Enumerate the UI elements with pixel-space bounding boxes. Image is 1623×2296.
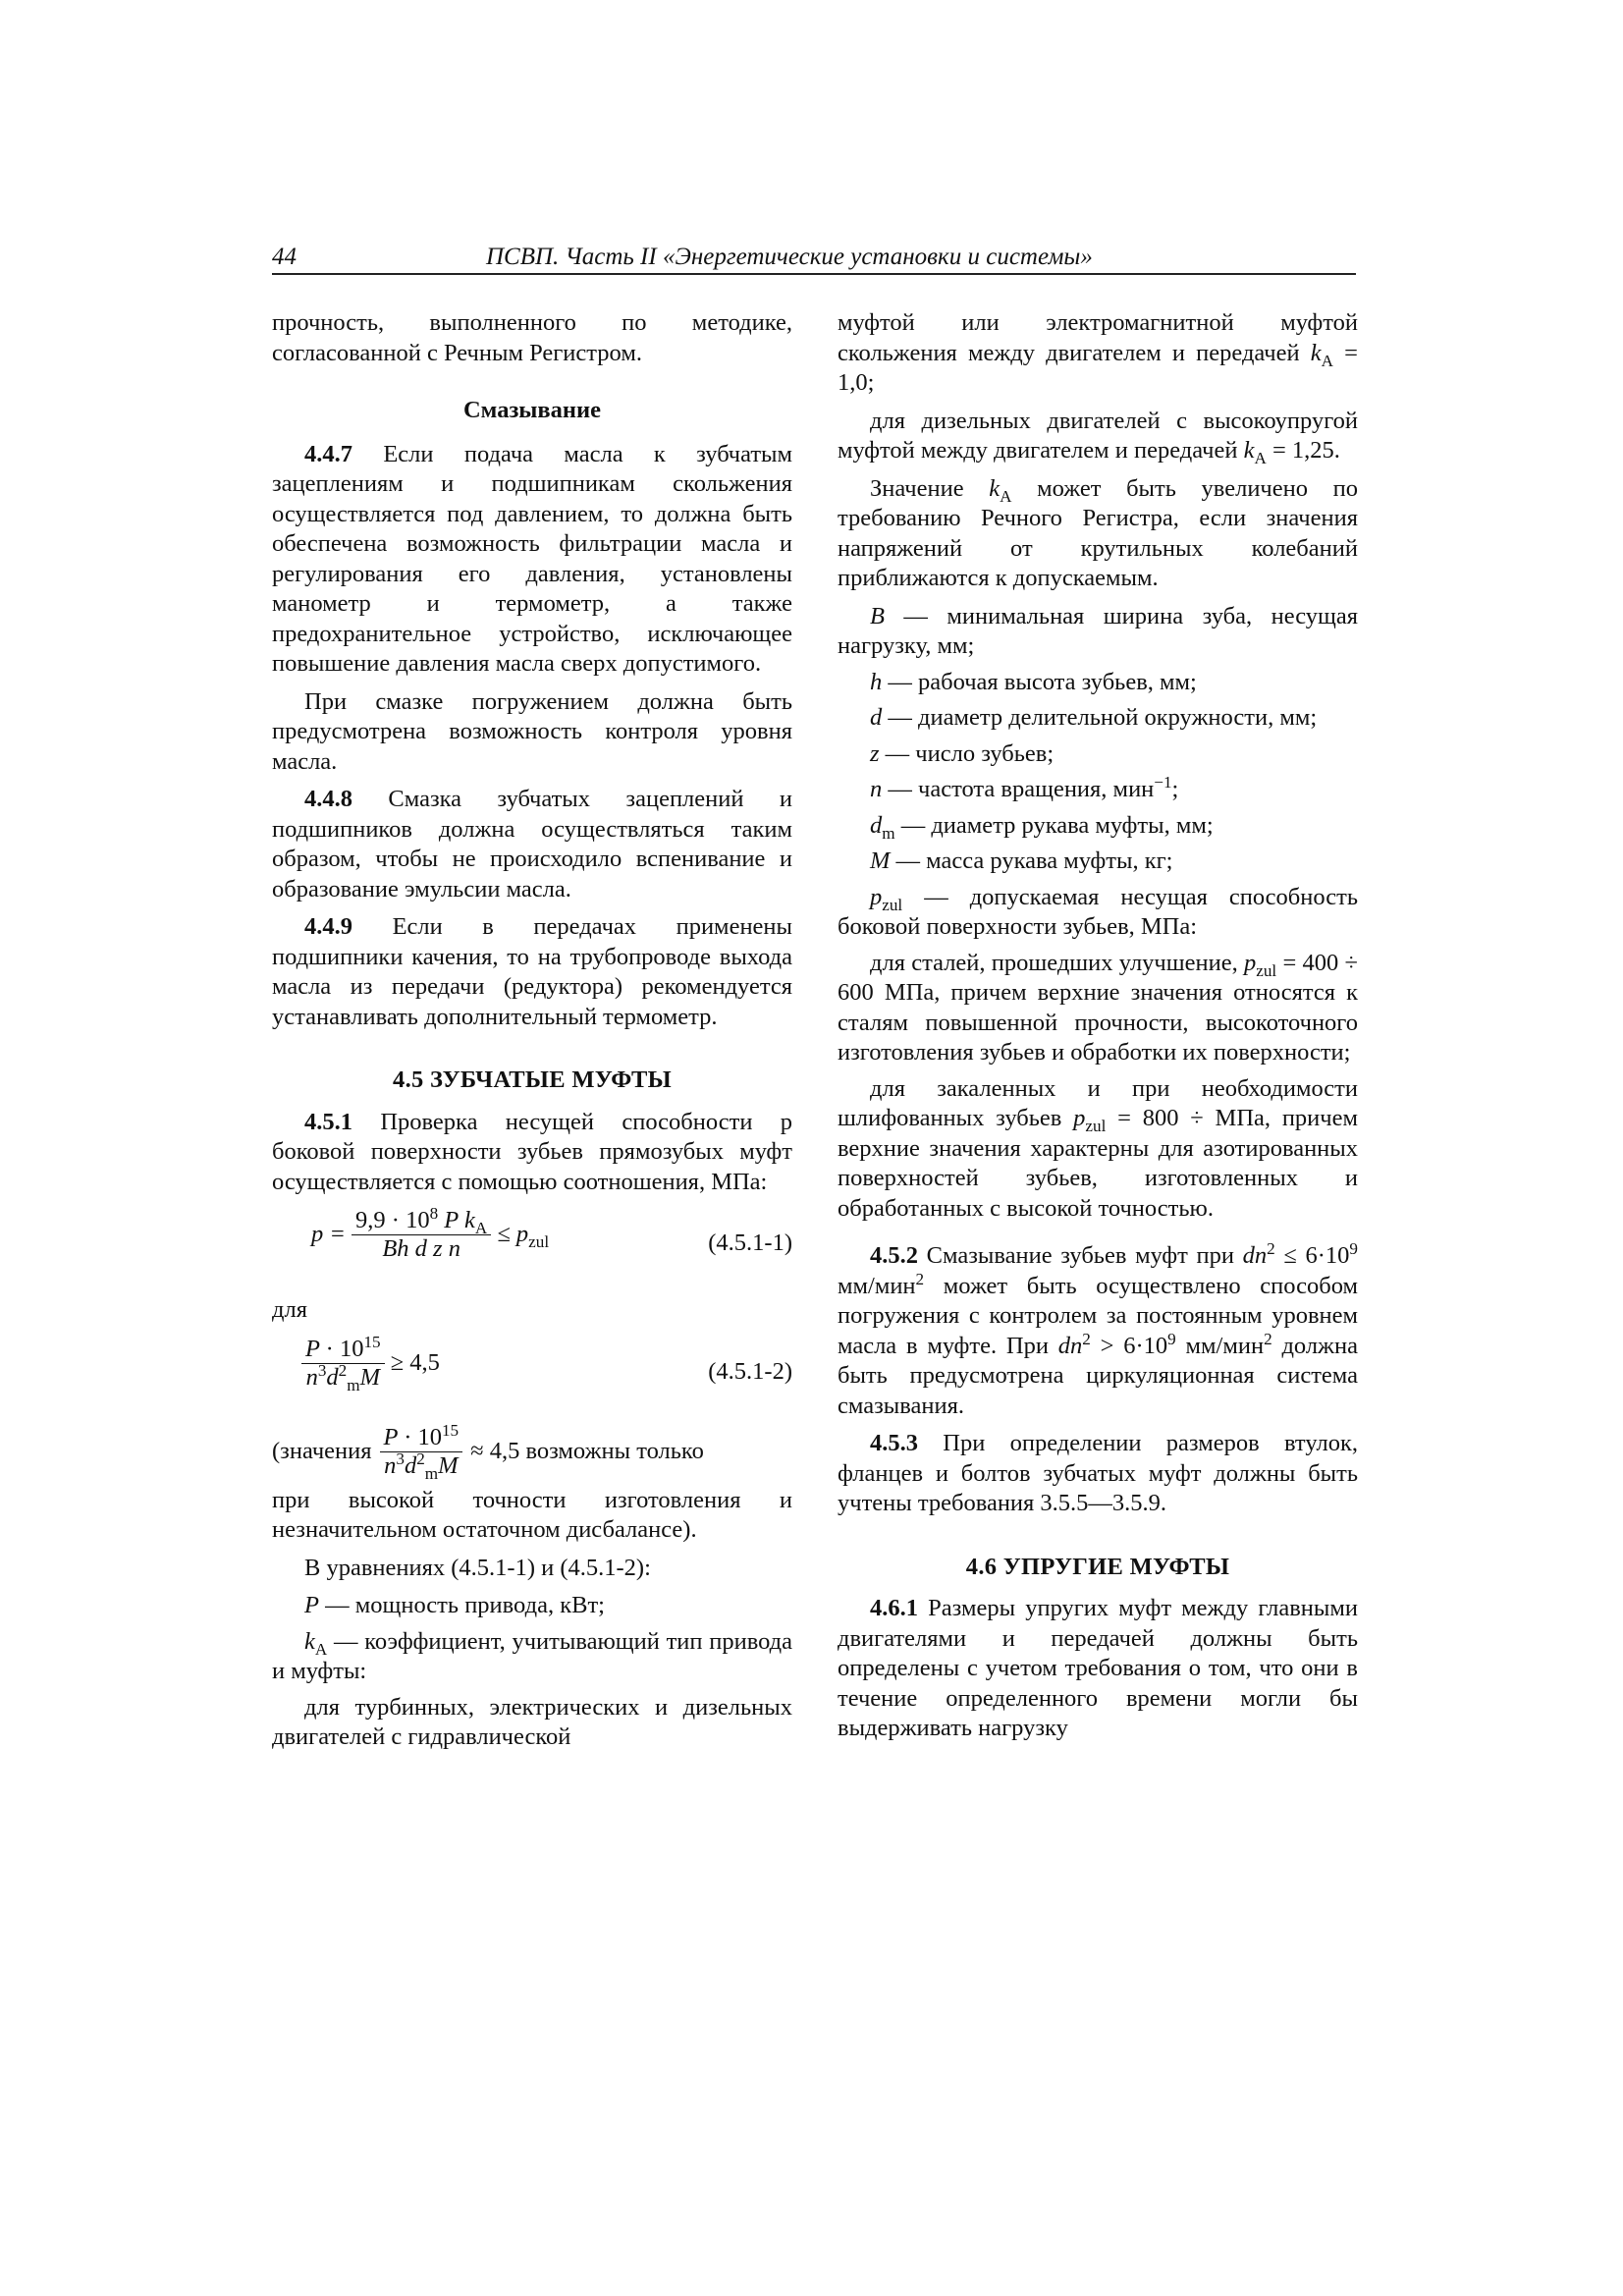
clause-4-5-2: 4.5.2 Смазывание зубьев муфт при $dn^2 \le 6\cdot 10^9$ мм/мин$^2$ может быть осуществлено способом погружения с контролем за постоянным уровнем масла в муфте. При $dn^2 > 6\cdot 10^9$ мм/мин$^2$ должна быть предусмотрена циркуляционная система смазывания. (838, 1238, 1358, 1419)
clause-text: Проверка несущей способности p боковой поверхности зубьев прямозубых муфт осуществляется с помощью соотношения, МПа: (272, 1108, 792, 1195)
running-header (272, 244, 1356, 275)
clause-text: Смазка зубчатых зацеплений и подшипников должна осуществляться таким образом, чтобы не происходило вспенивание и образование эмульсии масла. (272, 786, 792, 902)
definition-kA: $k_A$ — коэффициент, учитывающий тип привода и муфты: (272, 1627, 792, 1684)
equation-number: (4.5.1-1) (708, 1230, 792, 1256)
clause-number: 4.5.2 (870, 1242, 918, 1269)
note-tail: ≈ 4,5 возможны только (470, 1437, 704, 1464)
left-column (272, 308, 792, 1759)
clause-number: 4.5.3 (870, 1430, 918, 1456)
paragraph-intro: прочность, выполненного по методике, согласованной с Речным Регистром. (272, 309, 792, 366)
hardened-teeth: для закаленных и при необходимости шлифованных зубьев $p_{zul} = 800$ ÷ МПа, причем верхние значения характерны для азотированных поверхностей зубьев, изготовленных и обработанных с высокой точностью. (838, 1074, 1358, 1222)
clause-text: Если подача масла к зубчатым зацеплениям и подшипникам скольжения осуществляется под давлением, то должна быть обеспечена возможность фильтрации масла и регулирования его давления, установлены манометр и термометр, а также предохранительное устройство, исключающее повышение давления масла сверх допустимого. (272, 440, 792, 677)
clause-4-6-1: 4.6.1 Размеры упругих муфт между главными двигателями и передачей должны быть определены с учетом требования о том, что они в течение определенного времени могли бы выдерживать нагрузку (838, 1595, 1358, 1741)
steels-improved: для сталей, прошедших улучшение, $p_{zul} = 400 \div 600$ МПа, причем верхние значения относятся к сталям повышенной прочности, высокоточного изготовления зубьев и обработки их поверхности; (838, 949, 1358, 1066)
definition-n: n — частота вращения, мин$^{-1}$; (870, 772, 1179, 802)
right-column (838, 308, 1358, 1752)
definition-P: P — мощность привода, кВт; (304, 1592, 605, 1618)
clause-4-5-1 (272, 1108, 792, 1198)
equation-number: (4.5.1-2) (708, 1357, 792, 1385)
fraction: $\frac{9,9 \cdot 10^8 P k_A}{\text{Bh d z n}}$ (352, 1207, 491, 1263)
definition-B: B — минимальная ширина зуба, несущая нагрузку, мм; (838, 602, 1358, 659)
formula-4-5-1-2: $\frac{P \cdot 10^{15}}{n^3d^2_mM}$ ≥ 4,5 (4.5.1-2) (272, 1336, 792, 1416)
note-continuation: при высокой точности изготовления и незначительном остаточном дисбалансе). (272, 1486, 792, 1543)
clause-number: 4.5.1 (304, 1108, 352, 1135)
clause-4-5-3: 4.5.3 При определении размеров втулок, фланцев и болтов зубчатых муфт должны быть учтены требования 3.5.5—3.5.9. (838, 1430, 1358, 1516)
section-heading-4-5: 4.5 ЗУБЧАТЫЕ МУФТЫ (393, 1066, 672, 1093)
definition-d: d — диаметр делительной окружности, мм; (870, 704, 1318, 731)
fraction: $\frac{P \cdot 10^{15}}{n^3d^2_mM}$ (301, 1336, 385, 1392)
formula-4-5-1-1: p = $\frac{9,9 \cdot 10^8 P k_A}{\text{Bh d z n}}$ ≤ $p_{zul}$ (4.5.1-1) (311, 1203, 792, 1262)
definition-dm: $d_m$ — диаметр рукава муфты, мм; (870, 811, 1214, 843)
section-heading-4-6: 4.6 УПРУГИЕ МУФТЫ (965, 1553, 1230, 1580)
in-equations: В уравнениях (4.5.1-1) и (4.5.1-2): (304, 1554, 651, 1581)
note-open: (значения (272, 1437, 372, 1464)
clause-4-4-9 (272, 912, 792, 1032)
page-number: 44 (272, 244, 297, 270)
continuation-coupling: муфтой или электромагнитной муфтой скольжения между двигателем и передачей $k_A = 1,0$; (838, 309, 1358, 396)
clause-number: 4.4.7 (304, 440, 352, 467)
paragraph-immersion: При смазке погружением должна быть предусмотрена возможность контроля уровня масла. (272, 687, 792, 775)
clause-text: Если в передачах применены подшипники качения, то на трубопроводе выхода масла из передачи (редуктора) рекомендуется устанавливать дополнительный термометр. (272, 913, 792, 1030)
kA-value-note: Значение $k_A$ может быть увеличено по требованию Речного Регистра, если значения напряжений от крутильных колебаний приближаются к допускаемым. (838, 474, 1358, 591)
clause-number: 4.4.8 (304, 786, 352, 812)
clause-4-4-8 (272, 785, 792, 904)
word-for: для (272, 1296, 307, 1323)
definition-h: h — рабочая высота зубьев, мм; (870, 668, 1197, 695)
definition-z: z — число зубьев; (870, 739, 1055, 767)
clause-number: 4.4.9 (304, 913, 352, 940)
definition-M: M — масса рукава муфты, кг; (870, 847, 1173, 874)
diesel-engines: для дизельных двигателей с высокоупругой муфтой между двигателем и передачей $k_A = 1,25$. (838, 407, 1358, 467)
definition-pzul: $p_{zul}$ — допускаемая несущая способность боковой поверхности зубьев, МПа: (838, 883, 1358, 940)
subheading-lubrication: Смазывание (462, 397, 602, 423)
clause-number: 4.6.1 (870, 1595, 918, 1621)
definition-turbine: для турбинных, электрических и дизельных двигателей с гидравлической (272, 1693, 792, 1750)
formula-note (272, 1420, 792, 1483)
header-title: ПСВП. Часть II «Энергетические установки и системы» (486, 244, 1093, 270)
fraction: $\frac{P \cdot 10^{15}}{n^3d^2_mM}$ (380, 1424, 463, 1480)
clause-4-4-7 (272, 440, 792, 680)
